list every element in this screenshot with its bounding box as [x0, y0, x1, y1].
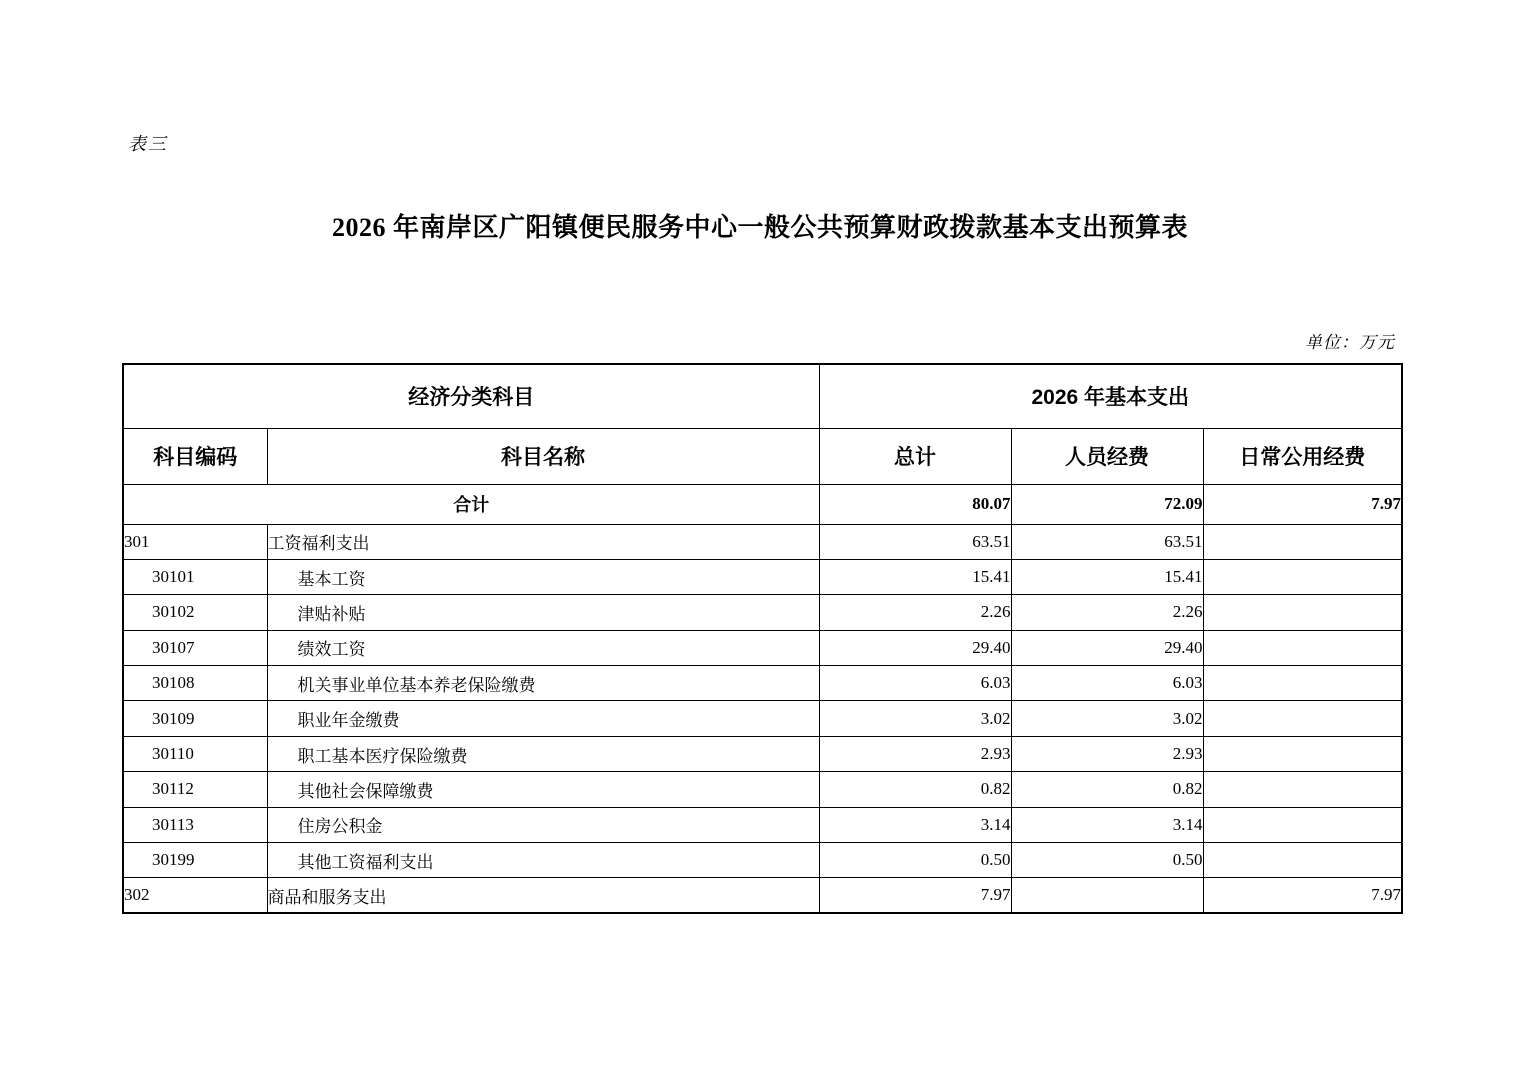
amount-daily: [1203, 736, 1402, 771]
amount-personnel: 63.51: [1011, 524, 1203, 559]
table-header-columns-row: [123, 428, 1402, 484]
table-row: [123, 666, 1402, 701]
table-row: [123, 595, 1402, 630]
amount-total: 3.02: [819, 701, 1011, 736]
amount-total: 0.82: [819, 772, 1011, 807]
amount-personnel: [1011, 878, 1203, 913]
table-number-label: 表三: [128, 134, 168, 154]
amount-personnel: 3.14: [1011, 807, 1203, 842]
subject-code: 30102: [123, 595, 267, 630]
amount-total: 3.14: [819, 807, 1011, 842]
amount-total: 29.40: [819, 630, 1011, 665]
page-title: 2026 年南岸区广阳镇便民服务中心一般公共预算财政拨款基本支出预算表: [331, 213, 1188, 242]
budget-table: [122, 363, 1403, 914]
amount-daily: [1203, 772, 1402, 807]
amount-personnel: 3.02: [1011, 701, 1203, 736]
subject-code: 30199: [123, 843, 267, 878]
amount-daily: [1203, 666, 1402, 701]
amount-total: 63.51: [819, 524, 1011, 559]
amount-personnel: 0.82: [1011, 772, 1203, 807]
header-personnel-funds: 人员经费: [1011, 428, 1203, 484]
total-personnel: 72.09: [1011, 484, 1203, 524]
table-row: [123, 701, 1402, 736]
amount-personnel: 2.26: [1011, 595, 1203, 630]
table-row: [123, 559, 1402, 594]
table-row: [123, 736, 1402, 771]
amount-personnel: 2.93: [1011, 736, 1203, 771]
subject-name: 商品和服务支出: [267, 878, 819, 913]
total-amount: 80.07: [819, 484, 1011, 524]
amount-personnel: 6.03: [1011, 666, 1203, 701]
amount-personnel: 15.41: [1011, 559, 1203, 594]
amount-daily: [1203, 843, 1402, 878]
unit-note: 单位：万元: [1305, 333, 1395, 352]
table-row: [123, 843, 1402, 878]
table-header-group-row: [123, 364, 1402, 428]
subject-name: 津贴补贴: [267, 595, 819, 630]
header-total: 总计: [819, 428, 1011, 484]
subject-name: 住房公积金: [267, 807, 819, 842]
amount-personnel: 0.50: [1011, 843, 1203, 878]
amount-total: 15.41: [819, 559, 1011, 594]
subject-code: 30112: [123, 772, 267, 807]
amount-total: 2.93: [819, 736, 1011, 771]
table-row-total: [123, 484, 1402, 524]
subject-code: 302: [123, 878, 267, 913]
header-basic-expenditure-2026: 2026 年基本支出: [819, 364, 1402, 428]
amount-daily: [1203, 524, 1402, 559]
total-daily: 7.97: [1203, 484, 1402, 524]
amount-total: 0.50: [819, 843, 1011, 878]
amount-personnel: 29.40: [1011, 630, 1203, 665]
amount-total: 6.03: [819, 666, 1011, 701]
table-row: [123, 878, 1402, 913]
subject-code: 30107: [123, 630, 267, 665]
subject-name: 机关事业单位基本养老保险缴费: [267, 666, 819, 701]
subject-name: 基本工资: [267, 559, 819, 594]
subject-name: 其他社会保障缴费: [267, 772, 819, 807]
table-row: [123, 524, 1402, 559]
subject-code: 30110: [123, 736, 267, 771]
header-daily-public-funds: 日常公用经费: [1203, 428, 1402, 484]
header-subject-name: 科目名称: [267, 428, 819, 484]
amount-total: 2.26: [819, 595, 1011, 630]
subject-name: 职工基本医疗保险缴费: [267, 736, 819, 771]
table-row: [123, 772, 1402, 807]
subject-code: 30101: [123, 559, 267, 594]
subject-name: 其他工资福利支出: [267, 843, 819, 878]
total-label: 合计: [123, 484, 819, 524]
subject-code: 301: [123, 524, 267, 559]
table-row: [123, 807, 1402, 842]
subject-name: 绩效工资: [267, 630, 819, 665]
header-economic-classification: 经济分类科目: [123, 364, 819, 428]
amount-total: 7.97: [819, 878, 1011, 913]
amount-daily: [1203, 807, 1402, 842]
amount-daily: [1203, 630, 1402, 665]
subject-name: 工资福利支出: [267, 524, 819, 559]
table-row: [123, 630, 1402, 665]
subject-code: 30108: [123, 666, 267, 701]
subject-name: 职业年金缴费: [267, 701, 819, 736]
amount-daily: [1203, 559, 1402, 594]
subject-code: 30113: [123, 807, 267, 842]
subject-code: 30109: [123, 701, 267, 736]
amount-daily: 7.97: [1203, 878, 1402, 913]
amount-daily: [1203, 595, 1402, 630]
amount-daily: [1203, 701, 1402, 736]
header-subject-code: 科目编码: [123, 428, 267, 484]
